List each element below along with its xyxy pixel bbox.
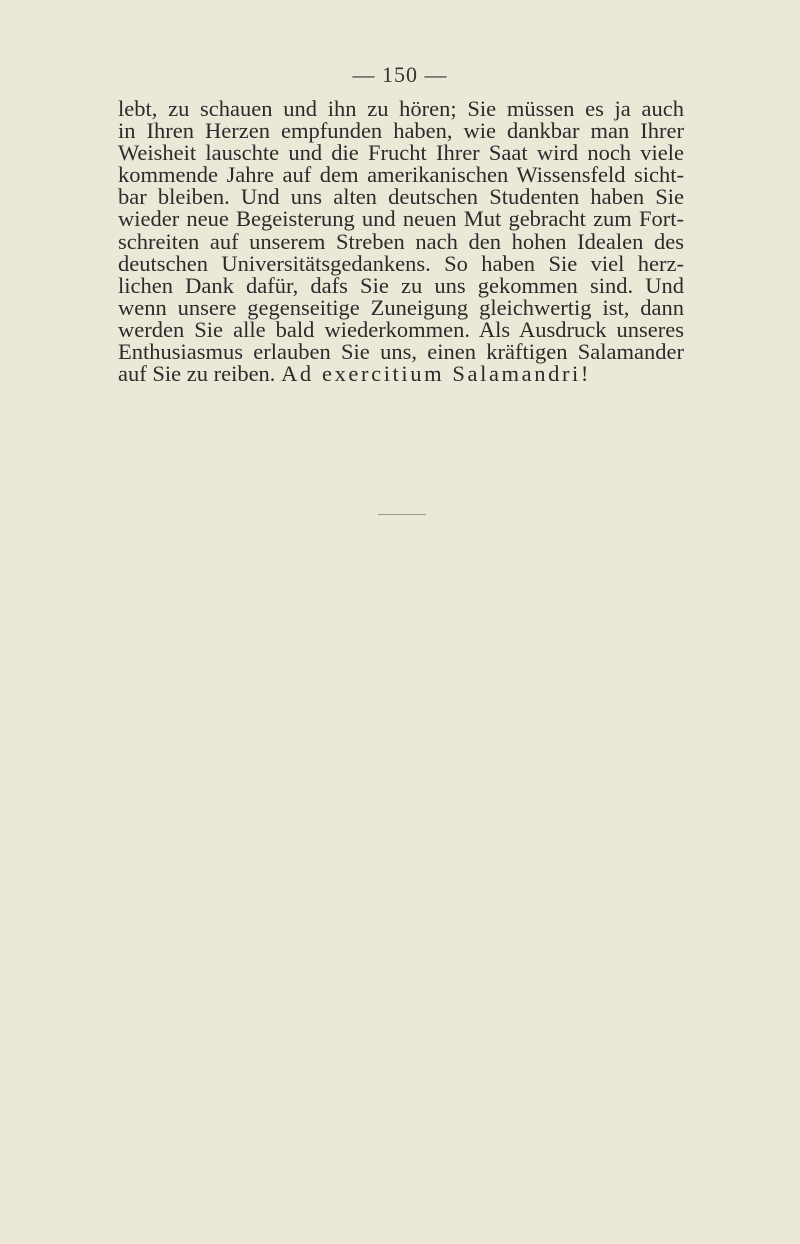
section-divider [378,514,426,515]
text-line: bar bleiben. Und uns alten deutschen Studenten haben Sie [118,184,684,210]
body-paragraph [118,98,684,385]
text-line-final [118,363,684,385]
page-number: — 150 — [352,62,448,87]
text-line: Enthusiasmus erlauben Sie uns, einen kräftigen Salamander [118,339,684,365]
text-line: wieder neue Begeisterung und neuen Mut gebracht zum Fort- [118,206,684,232]
text-line: deutschen Universitätsgedankens. So haben Sie viel herz- [118,250,684,276]
text-line: werden Sie alle bald wiederkommen. Als Ausdruck unseres [118,316,684,342]
text-line: Weisheit lauschte und die Frucht Ihrer Saat wird noch viele [118,140,684,166]
spaced-exclamation: Ad exercitium Salamandri! [281,361,591,387]
text-line: wenn unsere gegenseitige Zuneigung gleichwertig ist, dann [118,294,684,320]
text-line-final-start: auf Sie zu reiben. [118,361,282,387]
text-line: in Ihren Herzen empfunden haben, wie dankbar man Ihrer [118,118,684,144]
text-line: lichen Dank dafür, dafs Sie zu uns gekommen sind. Und [118,272,684,298]
text-line: kommende Jahre auf dem amerikanischen Wissensfeld sicht- [118,162,684,188]
text-line: schreiten auf unserem Streben nach den hohen Idealen des [118,228,684,254]
text-line: lebt, zu schauen und ihn zu hören; Sie müssen es ja auch [118,96,684,121]
